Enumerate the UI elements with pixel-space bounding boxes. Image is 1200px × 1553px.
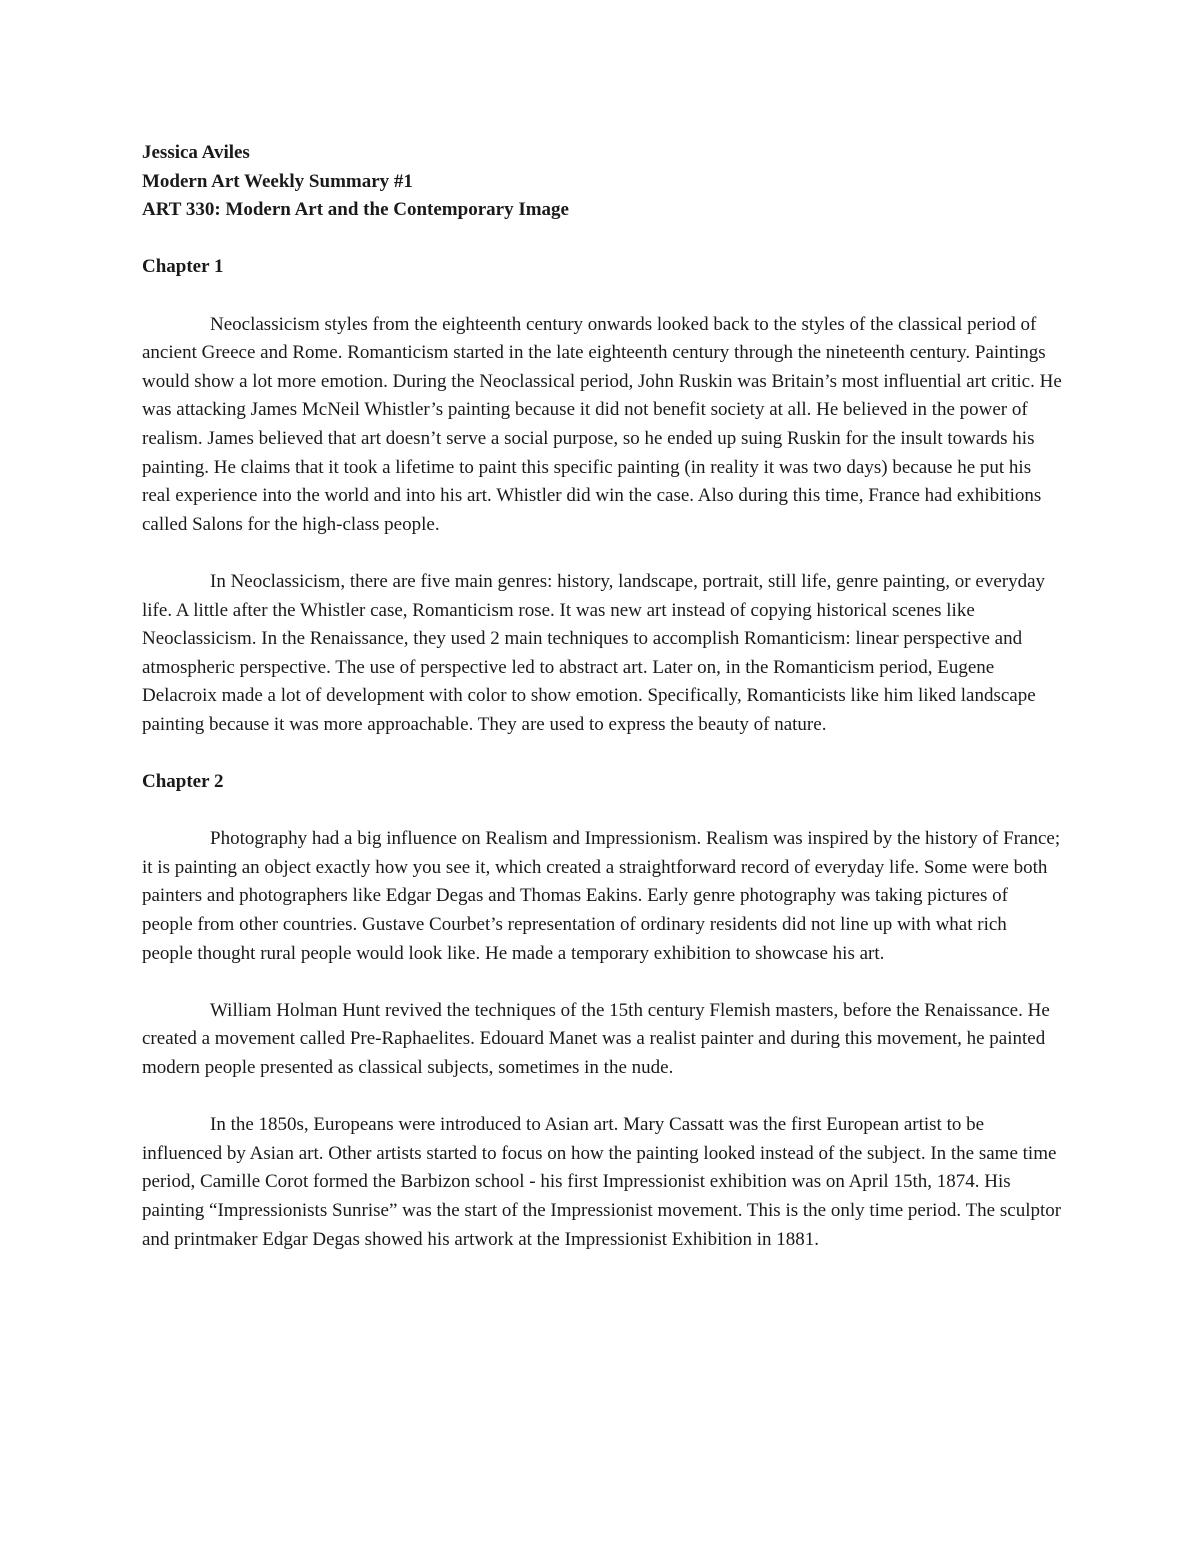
spacer (142, 797, 1062, 826)
chapter-2-paragraph-2: William Holman Hunt revived the techniques of the 15th century Flemish masters, before the Renaissance. He created a movement called Pre-Raphaelites. Edouard Manet was a realist painter and during this movement, he painted modern people presented as classical subjects, sometimes in the nude. (142, 999, 1050, 1078)
course-title: ART 330: Modern Art and the Contemporary Image (142, 199, 569, 221)
chapter-2-paragraph-3: In the 1850s, Europeans were introduced to Asian art. Mary Cassatt was the first European artist to be influenced by Asian art. Other artists started to focus on how the painting looked instead of the subject. In the same time period, Camille Corot formed the Barbizon school - his first Impressionist exhibition was on April 15th, 1874. His painting “Impressionists Sunrise” was the start of the Impressionist movement. This is the only time period. The sculptor and printmaker Edgar Degas showed his artwork at the Impressionist Exhibition in 1881. (142, 1114, 1062, 1250)
chapter-1-paragraph-1: Neoclassicism styles from the eighteenth century onwards looked back to the styles of the classical period of ancient Greece and Rome. Romanticism started in the late eighteenth century through the nineteenth century. Paintings would show a lot more emotion. During the Neoclassical period, John Ruskin was Britain’s most influential art critic. He was attacking James McNeil Whistler’s painting because it did not benefit society at all. He believed in the power of realism. James believed that art doesn’t serve a social purpose, so he ended up suing Ruskin for the insult towards his painting. He claims that it took a lifetime to paint this specific painting (in reality it was two days) because he put his real experience into the world and into his art. Whistler did win the case. Also during this time, France had exhibitions called Salons for the high-class people. (142, 313, 1062, 535)
chapter-2-heading: Chapter 2 (142, 771, 224, 793)
spacer (142, 968, 1062, 997)
chapter-2-paragraph-1: Photography had a big influence on Realism and Impressionism. Realism was inspired by the history of France; it is painting an object exactly how you see it, which created a straightforward record of everyday life. Some were both painters and photographers like Edgar Degas and Thomas Eakins. Early genre photography was taking pictures of people from other countries. Gustave Courbet’s representation of ordinary residents did not line up with what rich people thought rural people would look like. He made a temporary exhibition to showcase his art. (142, 828, 1061, 964)
assignment-title: Modern Art Weekly Summary #1 (142, 170, 413, 192)
spacer (142, 225, 1062, 254)
spacer (142, 282, 1062, 311)
author-name: Jessica Aviles (142, 142, 250, 163)
spacer (142, 1083, 1062, 1112)
chapter-1-heading: Chapter 1 (142, 256, 224, 278)
spacer (142, 539, 1062, 568)
document-body (142, 139, 1062, 1254)
spacer (142, 739, 1062, 768)
chapter-1-paragraph-2: In Neoclassicism, there are five main genres: history, landscape, portrait, still life, genre painting, or everyday life. A little after the Whistler case, Romanticism rose. It was new art instead of copying historical scenes like Neoclassicism. In the Renaissance, they used 2 main techniques to accomplish Romanticism: linear perspective and atmospheric perspective. The use of perspective led to abstract art. Later on, in the Romanticism period, Eugene Delacroix made a lot of development with color to show emotion. Specifically, Romanticists like him liked landscape painting because it was more approachable. They are used to express the beauty of nature. (142, 570, 1046, 735)
